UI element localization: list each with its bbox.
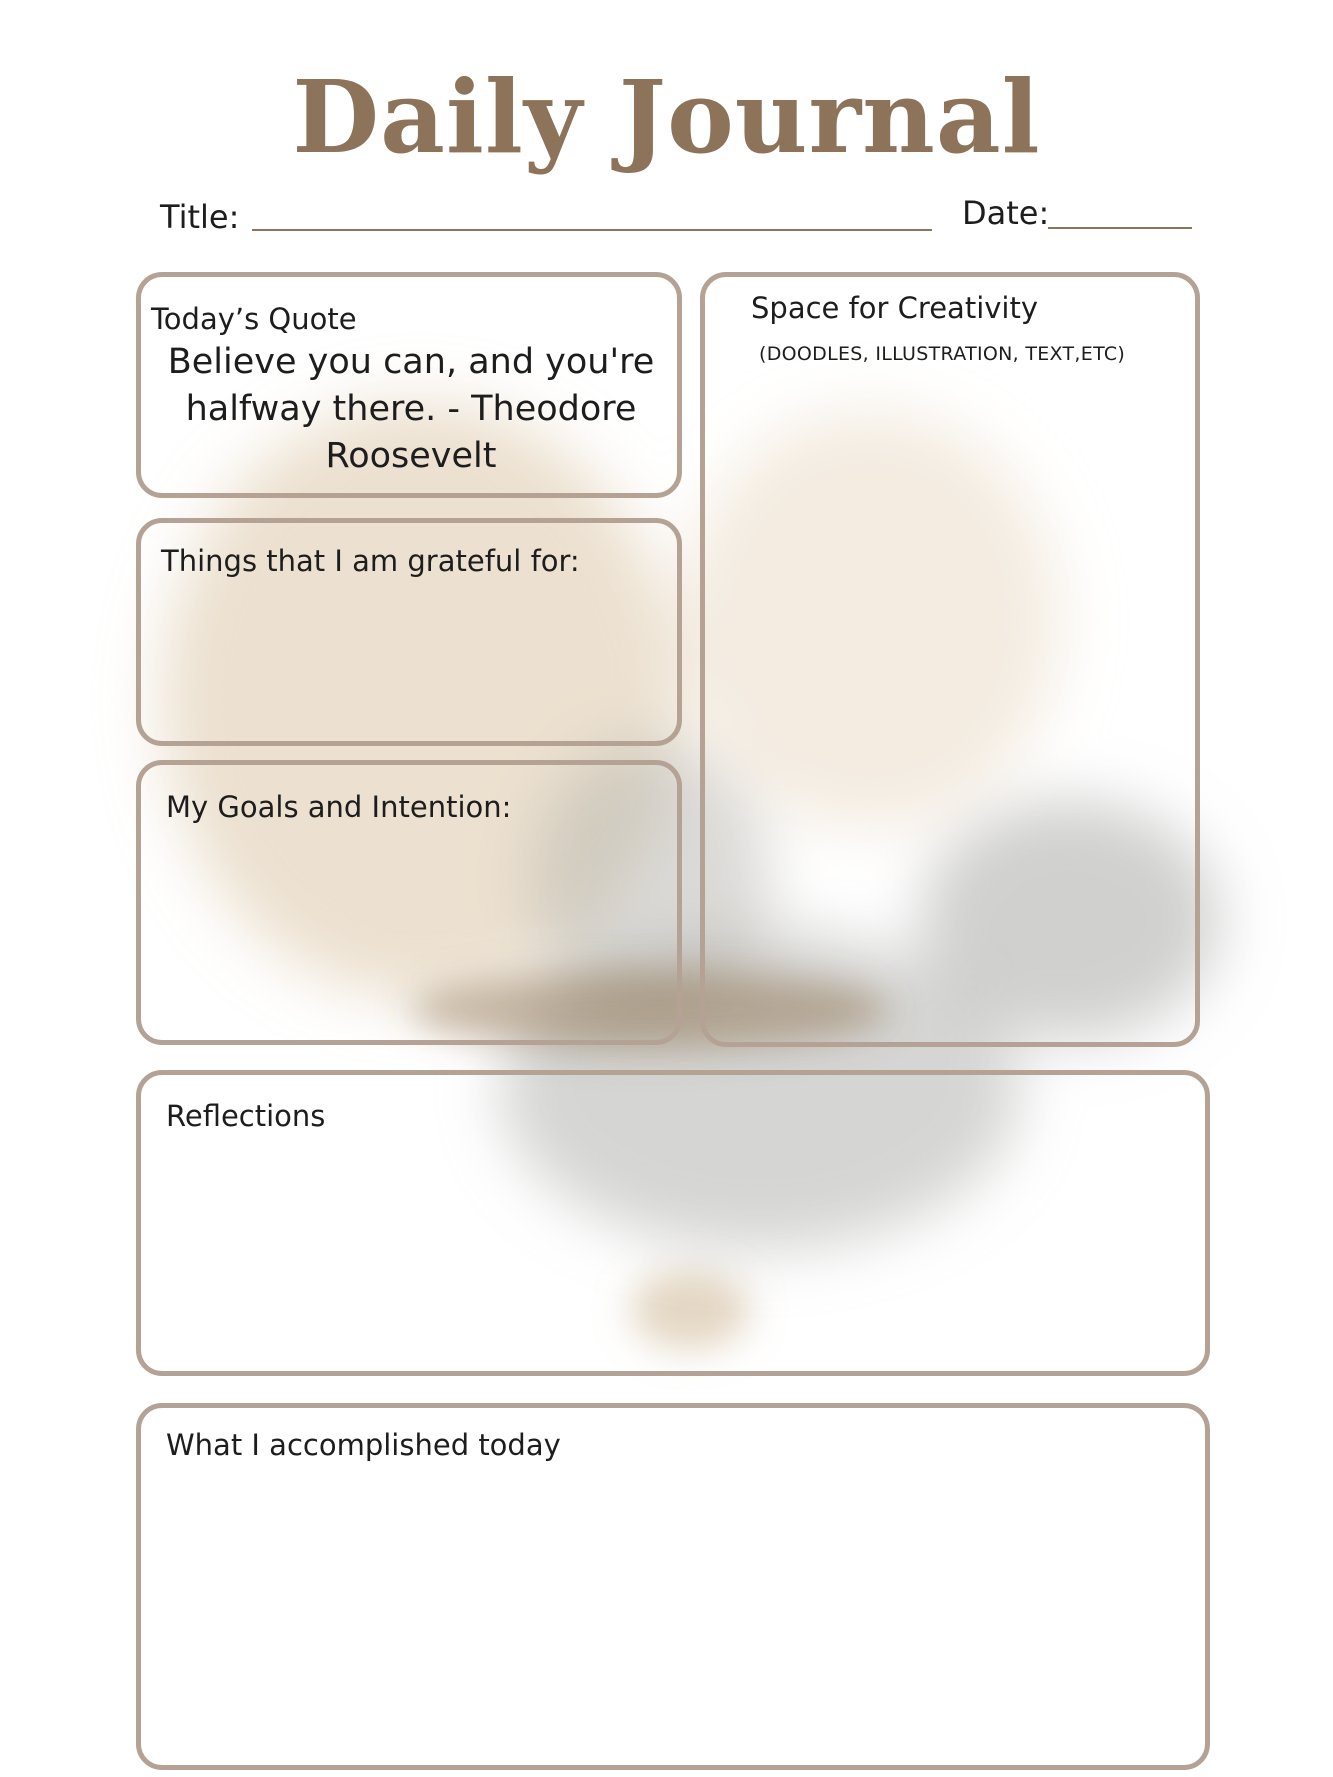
title-field-label: Title: xyxy=(160,198,240,236)
reflections-box[interactable] xyxy=(136,1070,1210,1376)
creativity-hint: (DOODLES, ILLUSTRATION, TEXT,ETC) xyxy=(759,343,1126,365)
page-title: Daily Journal xyxy=(292,58,1041,176)
reflections-label: Reflections xyxy=(166,1099,326,1133)
creativity-box[interactable] xyxy=(700,272,1200,1047)
goals-box[interactable] xyxy=(136,760,682,1045)
date-field-label: Date: xyxy=(962,194,1050,232)
quote-box xyxy=(136,272,682,498)
accomplished-label: What I accomplished today xyxy=(166,1428,561,1462)
quote-text: Believe you can, and you're halfway there. - Theodore Roosevelt xyxy=(167,342,655,476)
accomplished-box[interactable] xyxy=(136,1403,1210,1770)
goals-label: My Goals and Intention: xyxy=(166,790,512,824)
title-underline[interactable] xyxy=(252,229,932,231)
grateful-box[interactable] xyxy=(136,518,682,746)
quote-label: Today’s Quote xyxy=(151,302,357,336)
creativity-label: Space for Creativity xyxy=(751,291,1039,325)
grateful-label: Things that I am grateful for: xyxy=(161,544,580,578)
date-underline[interactable] xyxy=(1048,227,1192,229)
